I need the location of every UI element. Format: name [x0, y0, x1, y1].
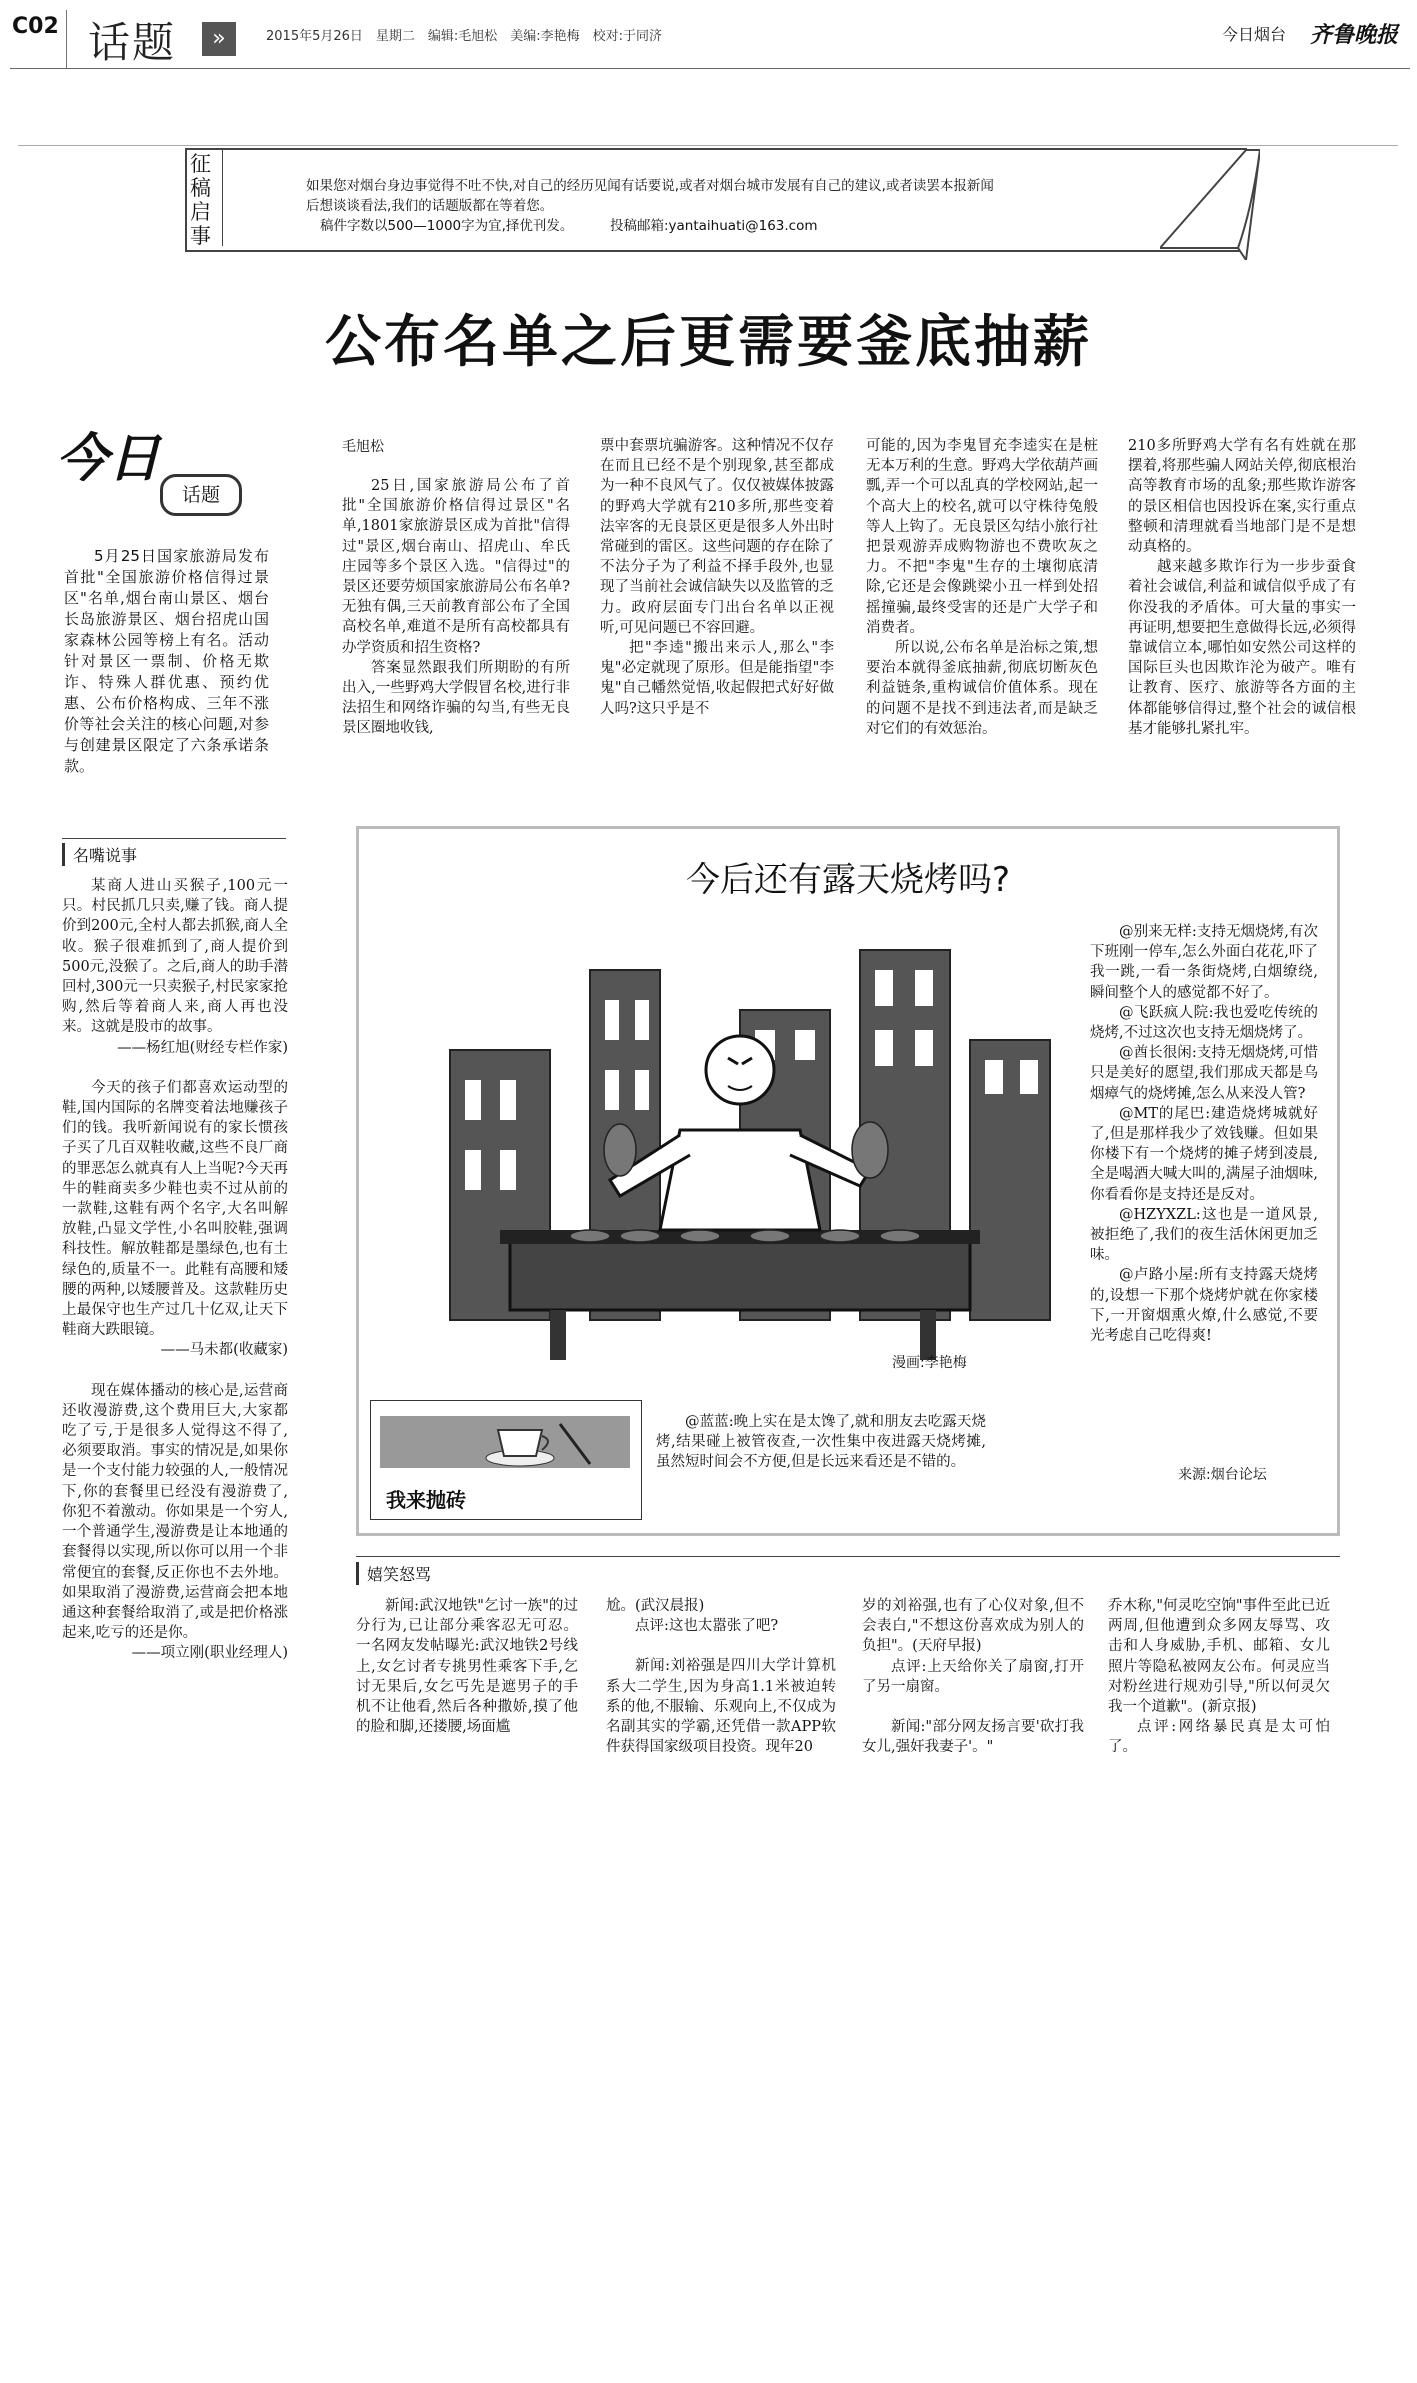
today-summary-text: 5月25日国家旅游局发布首批"全国旅游价格信得过景区"名单,烟台南山景区、烟台长岛旅游景区、烟台招虎山国家森林公园等榜上有名。活动针对景区一票制、价格无欺诈、特殊人群优惠、预约优惠、公布价格构成、三年不涨价等社会关注的核心问题,对参与创建景区限定了六条承诺条款。: [64, 547, 269, 775]
article-col-2: [600, 436, 834, 719]
bbq-comment: @别来无样:支持无烟烧烤,有次下班刚一停车,怎么外面白花花,吓了我一跳,一看一条街烧烤,白烟缭绕,瞬间整个人的感觉都不好了。: [1090, 924, 1318, 1001]
joke-text: 新闻:"部分网友扬言要'砍打我女儿,强奸我妻子'。": [862, 1719, 1084, 1756]
bbq-source: 来源:烟台论坛: [1178, 1467, 1267, 1483]
joke-text: 岁的刘裕强,也有了心仪对象,但不会表白,"不想这份喜欢成为别人的负担"。(天府早报): [862, 1598, 1084, 1655]
joke-col-4: [1108, 1596, 1330, 1758]
brick-text: [656, 1412, 986, 1473]
call-tag-divider: [222, 150, 223, 246]
bbq-cartoon: [440, 930, 1080, 1370]
article-col-3: [866, 436, 1098, 739]
call-line3: 稿件字数以500—1000字为宜,择优刊发。: [320, 218, 574, 234]
mingzui-rule: [62, 838, 286, 839]
joke-text: 新闻:刘裕强是四川大学计算机系大二学生,因为身高1.1米被迫转系的他,不服输、乐观向上,不仅成为名副其实的学霸,还凭借一款APP软件获得国家级项目投资。现年20: [606, 1658, 836, 1756]
joke-text: 点评:网络暴民真是太可怕了。: [1108, 1719, 1330, 1756]
mingzui-para-2: 今天的孩子们都喜欢运动型的鞋,国内国际的名牌变着法地赚孩子们的钱。我听新闻说有的家长惯孩子买了几百双鞋收藏,这些不良厂商的罪恶怎么就真有人上当呢?今天再牛的鞋商卖多少鞋也卖不过从前的一款鞋,这鞋有两个名字,大名叫解放鞋,凸显文学性,小名叫胶鞋,强调科技性。解放鞋都是墨绿色,也有土绿色的,质量不一。此鞋有高腰和矮腰的两种,以矮腰普及。这款鞋历史上最保守也生产过几十亿双,让天下鞋商大跌眼镜。: [62, 1079, 288, 1339]
mingzui-sig-3: ——项立刚(职业经理人): [131, 1645, 288, 1662]
joke-text: 新闻:武汉地铁"乞讨一族"的过分行为,已让部分乘客忍无可忍。一名网友发帖曝光:武汉地铁2号线上,女乞讨者专挑男性乘客下手,乞讨无果后,女乞丐先是遮男子的手机不让他看,然后各种撒娇,摸了他的脸和脚,还搂腰,场面尴: [356, 1598, 578, 1736]
brick-comment: @蓝蓝:晚上实在是太馋了,就和朋友去吃露天烧烤,结果碰上被管夜查,一次性集中夜进露天烧烤摊,虽然短时间会不方便,但是长远来看还是不错的。: [656, 1414, 986, 1471]
page-number: C02: [12, 14, 59, 39]
joke-col-2: [606, 1596, 836, 1757]
joke-text: 乔木称,"何灵吃空饷"事件至此已近两周,但他遭到众多网友辱骂、攻击和人身威胁,手机、邮箱、女儿照片等隐私被网友公布。何灵应当对粉丝进行规劝引导,"所以何灵欠我一个道歉"。(新京报): [1108, 1598, 1330, 1716]
joke-col-3: [862, 1596, 1084, 1757]
joke-text: 点评:上天给你关了扇窗,打开了另一扇窗。: [862, 1658, 1084, 1695]
joke-rule: [356, 1556, 1340, 1557]
article-paragraph: 把"李逵"搬出来示人,那么"李鬼"必定就现了原形。但是能指望"李鬼"自己幡然觉悟,收起假把式好好做人吗?这只乎是不: [600, 640, 834, 717]
today-summary: [64, 546, 269, 777]
cartoon-caption: 漫画:李艳梅: [892, 1355, 967, 1371]
article-paragraph: 票中套票坑骗游客。这种情况不仅存在而且已经不是个别现象,甚至都成为一种不良风气了。仅仅被媒体披露的野鸡大学就有210多所,那些变着法宰客的无良景区更是很多人外出时常碰到的雷区。这些问题的存在除了不法分子为了利益不择手段外,也显现了当前社会诚信缺失以及监管的乏力。政府层面专门出台名单以正视听,可见问题已不容回避。: [600, 438, 834, 636]
call-email: 投稿邮箱:yantaihuati@163.com: [610, 218, 818, 234]
bbq-comment: @飞跃疯人院:我也爱吃传统的烧烤,不过这次也支持无烟烧烤了。: [1090, 1004, 1318, 1042]
joke-title: 嬉笑怒骂: [356, 1562, 431, 1585]
article-paragraph: 所以说,公布名单是治标之策,想要治本就得釜底抽薪,彻底切断灰色利益链条,重构诚信价值体系。现在的问题不是找不到违法者,而是缺乏对它们的有效惩治。: [866, 640, 1098, 737]
brick-label: 我来抛砖: [386, 1488, 466, 1512]
mingzui-column: [62, 876, 288, 1796]
article-col-1: [342, 476, 570, 739]
today-logo-text: 今日: [56, 428, 161, 489]
paper-curl-decoration: [1160, 148, 1260, 260]
article-byline: 毛旭松: [342, 439, 384, 455]
article-paragraph: 25日,国家旅游局公布了首批"全国旅游价格信得过景区"名单,1801家旅游景区成为首批"信得过"景区,烟台南山、招虎山、牟氏庄园等多个景区入选。"信得过"的景区还要劳烦国家旅游局公布名单?无独有偶,三天前教育部公布了全国高校名单,难道不是所有高校都具有办学资质和招生资格?: [342, 478, 570, 656]
call-line2: 后想谈谈看法,我们的话题版都在等着您。: [306, 198, 554, 214]
section-title: 话题: [88, 18, 177, 67]
bbq-comment: @酋长很闲:支持无烟烧烤,可惜只是美好的愿望,我们那成天都是乌烟瘴气的烧烤摊,怎么从来没人管?: [1090, 1045, 1318, 1102]
article-paragraph: 可能的,因为李鬼冒充李逵实在是桩无本万利的生意。野鸡大学依葫芦画瓢,弄一个可以乱真的学校网站,起一个高大上的校名,就可以守株待兔般等人上钩了。无良景区勾结小旅行社把景观游弄成购物游也不费吹灰之力。不把"李鬼"生存的土壤彻底清除,它还是会像跳梁小丑一样到处招摇撞骗,最终受害的还是广大学子和消费者。: [866, 438, 1098, 636]
header-rule-secondary: [18, 145, 1398, 146]
header-right-label: 今日烟台: [1222, 25, 1287, 44]
article-paragraph: 答案显然跟我们所期盼的有所出入,一些野鸡大学假冒名校,进行非法招生和网络诈骗的勾当,有些无良景区圈地收钱,: [342, 659, 570, 737]
mingzui-title: 名嘴说事: [62, 843, 137, 866]
header-rule: [10, 68, 1410, 69]
bbq-title: 今后还有露天烧烤吗?: [685, 860, 1011, 900]
article-col-4: [1128, 436, 1356, 739]
mingzui-para-1: 某商人进山买猴子,100元一只。村民抓几只卖,赚了钱。商人提价到200元,全村人都去抓猴,商人全收。猴子很难抓到了,商人提价到500元,没猴了。之后,商人的助手潜回村,300元一只卖猴子,村民家家抢购,然后等着商人来,商人再也没来。这就是股市的故事。: [62, 878, 288, 1036]
header-divider-vert: [66, 10, 67, 68]
mingzui-sig-1: ——杨红旭(财经专栏作家): [117, 1039, 288, 1056]
headline: 公布名单之后更需要釜底抽薪: [325, 310, 1092, 375]
article-paragraph: 210多所野鸡大学有名有姓就在那摆着,将那些骗人网站关停,彻底根治高等教育市场的乱象;那些欺诈游客的景区相信也因投诉在案,实行重点整顿和清理就看当地部门是不是想动真格的。: [1128, 438, 1356, 556]
bbq-comments: [1090, 922, 1318, 1346]
paper-name: 齐鲁晚报: [1310, 22, 1399, 48]
mingzui-sig-2: ——马未都(收藏家): [160, 1342, 288, 1359]
date-line: 2015年5月26日 星期二 编辑:毛旭松 美编:李艳梅 校对:于同济: [266, 29, 663, 44]
bbq-comment: @卢路小屋:所有支持露天烧烤的,设想一下那个烧烤炉就在你家楼下,一开窗烟熏火燎,什么感觉,不要光考虑自己吃得爽!: [1090, 1267, 1318, 1345]
bbq-comment: @HZYXZL:这也是一道风景,被拒绝了,我们的夜生活休闲更加乏味。: [1090, 1206, 1318, 1264]
bbq-comment: @MT的尾巴:建造烧烤城就好了,但是那样我少了效钱赚。但如果你楼下有一个烧烤的摊子烤到凌晨,全是喝酒大喊大叫的,满屋子油烟味,你看看你是支持还是反对。: [1090, 1105, 1318, 1203]
call-line1: 如果您对烟台身边事觉得不吐不快,对自己的经历见闻有话要说,或者对烟台城市发展有自己的建议,或者读罢本报新闻: [306, 178, 994, 194]
joke-text: 尬。(武汉晨报): [606, 1598, 705, 1614]
coffee-cup-icon: [480, 1414, 600, 1470]
today-logo-tag: 话题: [160, 474, 242, 516]
article-paragraph: 越来越多欺诈行为一步步蚕食着社会诚信,利益和诚信似乎成了有你没我的矛盾体。可大量的事实一再证明,想要把生意做得长远,必须得靠诚信立本,哪怕如安然公司这样的国际巨头也因欺诈沦为破产。唯有让教育、医疗、旅游等各方面的主体都能够信得过,整个社会的诚信根基才能够扎紧扎牢。: [1128, 559, 1356, 737]
call-tag: 征稿启事: [190, 152, 211, 248]
joke-col-1: [356, 1596, 578, 1737]
joke-text: 点评:这也太嚣张了吧?: [635, 1618, 779, 1635]
section-arrow-icon: »: [202, 22, 236, 56]
mingzui-para-3: 现在媒体播动的核心是,运营商还收漫游费,这个费用巨大,大家都吃了亏,于是很多人觉得这不得了,必须要取消。事实的情况是,如果你是一个支付能力较强的人,一般情况下,你的套餐里已经没有漫游费了,你犯不着激动。你如果是一个穷人,一个普通学生,漫游费是让本地通的套餐得以实现,所以你可以用一个非常便宜的套餐,反正你也不去外地。如果取消了漫游费,运营商会把本地通这种套餐给取消了,或是把价格涨起来,吃亏的还是你。: [62, 1382, 288, 1642]
